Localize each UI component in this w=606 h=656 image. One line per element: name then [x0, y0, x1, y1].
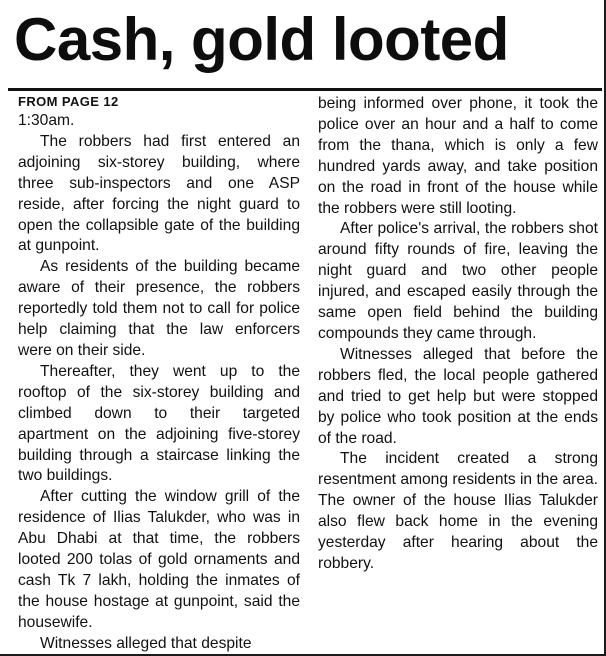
paragraph: The robbers had first entered an adjoining six-storey building, where three sub-inspectors and one ASP reside, after forcing the night guard to open the collapsible gate of the building at gunpoint.: [18, 132, 300, 255]
headline-rule: [8, 88, 602, 91]
paragraph: 1:30am.: [18, 112, 75, 129]
paragraph: Witnesses alleged that despite: [40, 634, 252, 652]
jump-line: FROM PAGE 12: [18, 94, 119, 109]
article-column-left: [18, 94, 300, 655]
paragraph: After police's arrival, the robbers shot around fifty rounds of fire, leaving the night guard and two other people injured, and escaped easily through the same open field behind the building compounds they came through.: [318, 220, 598, 342]
paragraph: As residents of the building became aware of their presence, the robbers reportedly told them not to call for police help claiming that the law enforcers were on their side.: [18, 258, 300, 359]
paragraph: being informed over phone, it took the police over an hour and a half to come from the thana, which is only a few hundred yards away, and take position on the road in front of the house while the robbers were still looting.: [318, 95, 598, 217]
paragraph: Witnesses alleged that before the robbers fled, the local people gathered and tried to get help but were stopped by police who took position at the ends of the road.: [318, 345, 598, 447]
headline: Cash, gold looted: [14, 6, 509, 73]
paragraph: After cutting the window grill of the residence of Ilias Talukder, who was in Abu Dhabi at that time, the robbers looted 200 tolas of gold ornaments and cash Tk 7 lakh, holding the inmates of the house hostage at gunpoint, said the housewife.: [18, 488, 300, 631]
article-column-right: [318, 94, 598, 575]
paragraph: Thereafter, they went up to the rooftop of the six-storey building and climbed down to their targeted apartment on the adjoining five-storey building through a staircase linking the two buildings.: [18, 362, 300, 485]
paragraph: The incident created a strong resentment among residents in the area. The owner of the house Ilias Talukder also flew back home in the evening yesterday after hearing about the robbery.: [318, 450, 598, 572]
